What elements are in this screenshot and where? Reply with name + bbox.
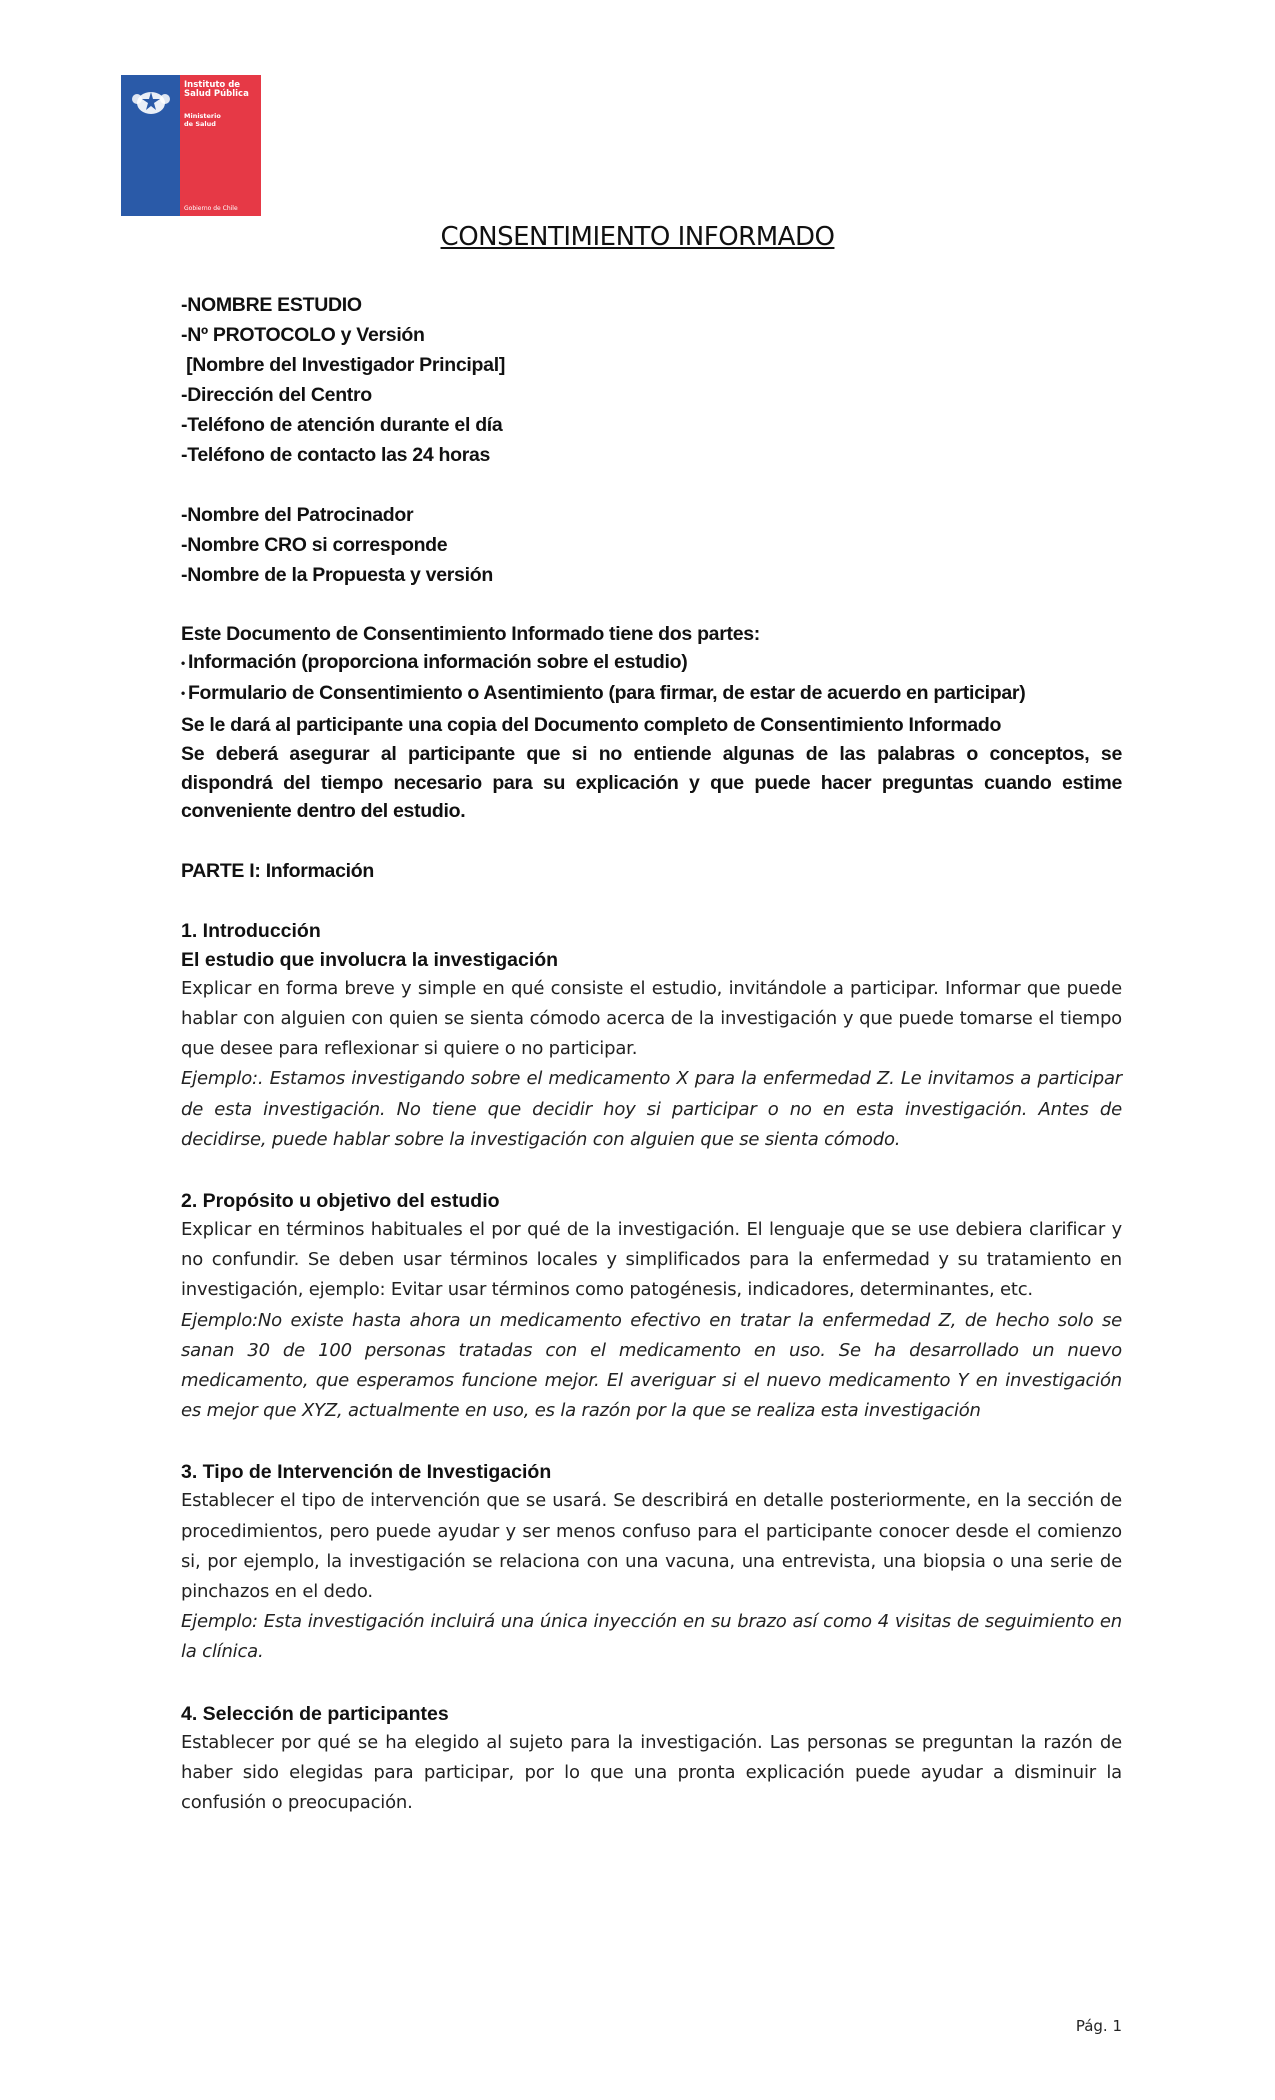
- field-investigator: [Nombre del Investigador Principal]: [181, 354, 506, 376]
- logo-red-panel: [180, 75, 261, 216]
- spacer: [181, 470, 1122, 500]
- section-heading: 2. Propósito u objetivo del estudio: [181, 1189, 500, 1212]
- section-example: Ejemplo:No existe hasta ahora un medicamento efectivo en tratar la enfermedad Z, de hecho solo se sanan 30 de 100 personas tratadas con el medicamento en uso. Se ha desarrollado un nuevo medicamento, que esperamos funcione mejor. El averiguar si el nuevo medicamento Y en investigación es mejor que XYZ, actualmente en uso, es la razón por la que se realiza esta investigación: [181, 1309, 1122, 1422]
- part-item-consent-form: • Formulario de Consentimiento o Asentimiento (para firmar, de estar de acuerdo en participar): [181, 677, 1122, 710]
- spacer: [181, 826, 1122, 856]
- field-study-name: -NOMBRE ESTUDIO: [181, 294, 362, 316]
- field-24h-phone: -Teléfono de contacto las 24 horas: [181, 444, 491, 466]
- logo-footer: Gobierno de Chile: [184, 205, 238, 212]
- spacer: [181, 1426, 1122, 1458]
- section-body: Establecer por qué se ha elegido al sujeto para la investigación. Las personas se preguntan la razón de haber sido elegidas para participar, por lo que una pronta explicación puede ayudar a disminuir la confusión o preocupación.: [181, 1731, 1122, 1813]
- logo-line-2: Salud Pública: [184, 89, 249, 99]
- header-fields: [181, 290, 1122, 470]
- coat-of-arms-icon: [129, 83, 173, 119]
- field-center-address: -Dirección del Centro: [181, 384, 372, 406]
- part1-heading: PARTE I: Información: [181, 859, 374, 882]
- page-number: Pág. 1: [1075, 2017, 1122, 2035]
- section-body: Establecer el tipo de intervención que se usará. Se describirá en detalle posteriormente, en la sección de procedimientos, pero puede ayudar y ser menos confuso para el participante conocer desde el comienzo si, por ejemplo, la investigación se relaciona con una vacuna, una entrevista, una biopsia o una serie de pinchazos en el dedo.: [181, 1490, 1122, 1602]
- logo-line-3: Ministerio: [184, 112, 221, 120]
- logo-line-1: Instituto de: [184, 80, 241, 90]
- section-example: Ejemplo: Esta investigación incluirá una única inyección en su brazo así como 4 visitas de seguimiento en la clínica.: [181, 1611, 1122, 1663]
- spacer: [181, 1668, 1122, 1700]
- logo-blue-panel: [121, 75, 180, 216]
- document-content: [181, 290, 1122, 1818]
- spacer: [181, 590, 1122, 620]
- part-item-information: • Información (proporciona información sobre el estudio): [181, 648, 1122, 677]
- section-purpose: [181, 1187, 1122, 1426]
- section-heading: 1. Introducción: [181, 919, 321, 942]
- logo-line-4: de Salud: [184, 119, 216, 128]
- logo-title: [184, 81, 249, 99]
- assurance-note: Se deberá asegurar al participante que si no entiende algunas de las palabras o conceptos, se dispondrá del tiempo necesario para su explicación y que puede hacer preguntas cuando estime conveniente dentro del estudio.: [181, 743, 1122, 823]
- section-participant-selection: [181, 1700, 1122, 1819]
- section-introduction: [181, 916, 1122, 1155]
- field-cro: -Nombre CRO si corresponde: [181, 534, 448, 556]
- field-proposal: -Nombre de la Propuesta y versión: [181, 564, 493, 586]
- logo-subtitle: [184, 113, 221, 128]
- section-subheading: El estudio que involucra la investigación: [181, 948, 559, 971]
- document-title: CONSENTIMIENTO INFORMADO: [440, 222, 835, 252]
- section-body: Explicar en forma breve y simple en qué consiste el estudio, invitándole a participar. Informar que puede hablar con alguien con quien se sienta cómodo acerca de la investigación y que puede tomarse el tiempo que desee para reflexionar si quiere o no participar.: [181, 977, 1122, 1060]
- section-heading: 4. Selección de participantes: [181, 1702, 449, 1725]
- section-heading: 3. Tipo de Intervención de Investigación: [181, 1461, 552, 1484]
- copy-note: Se le dará al participante una copia del Documento completo de Consentimiento Informado: [181, 714, 1002, 737]
- spacer: [181, 1155, 1122, 1187]
- field-protocol: -Nº PROTOCOLO y Versión: [181, 324, 425, 346]
- section-body: Explicar en términos habituales el por qué de la investigación. El lenguaje que se use debiera clarificar y no confundir. Se deben usar términos locales y simplificados para la enfermedad y su tratamiento en investigación, ejemplo: Evitar usar términos como patogénesis, indicadores, determinantes, etc.: [181, 1218, 1122, 1301]
- field-sponsor: -Nombre del Patrocinador: [181, 504, 414, 526]
- field-day-phone: -Teléfono de atención durante el día: [181, 414, 503, 436]
- parts-intro: Este Documento de Consentimiento Informado tiene dos partes:: [181, 623, 760, 645]
- spacer: [181, 886, 1122, 916]
- section-intervention-type: [181, 1458, 1122, 1667]
- isp-logo: [121, 75, 261, 216]
- sponsor-fields: [181, 500, 1122, 590]
- section-example: Ejemplo:. Estamos investigando sobre el medicamento X para la enfermedad Z. Le invitamos a participar de esta investigación. No tiene que decidir hoy si participar o no en esta investigación. Antes de decidirse, puede hablar sobre la investigación con alguien que se sienta cómodo.: [181, 1068, 1122, 1150]
